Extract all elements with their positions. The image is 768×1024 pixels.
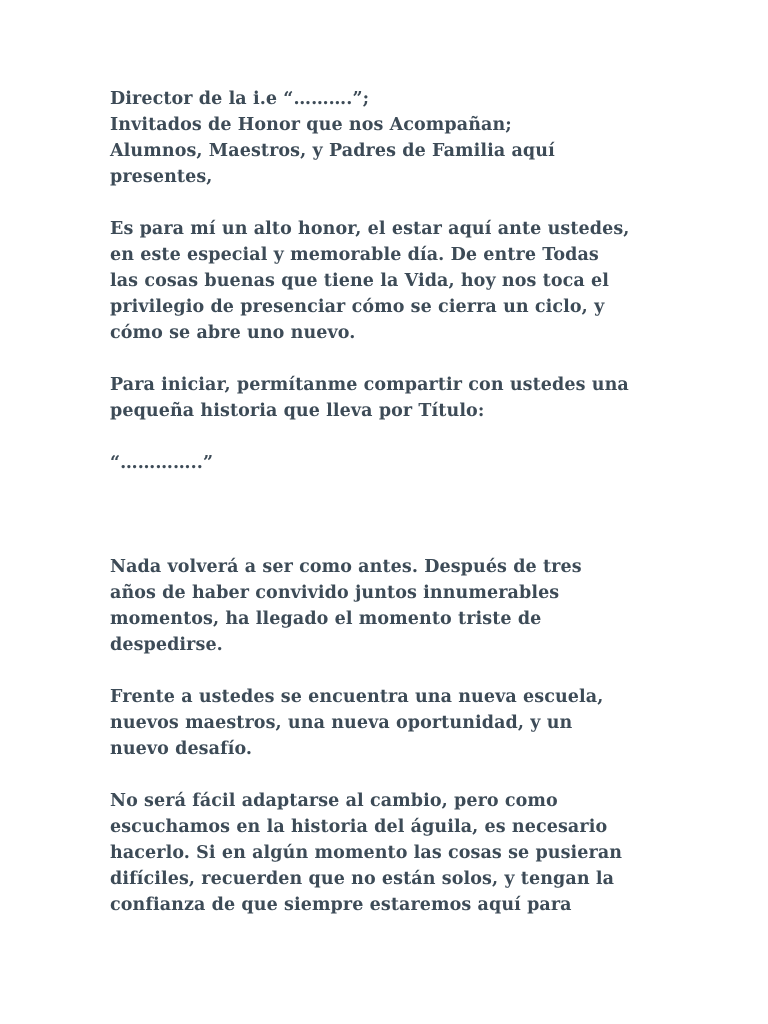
paragraph-line: años de haber convivido juntos innumerables [110, 583, 560, 603]
paragraph-new-school [110, 684, 670, 762]
paragraph-line: escuchamos en la historia del águila, es necesario [110, 817, 608, 837]
story-title-block [110, 450, 670, 476]
paragraph-line: las cosas buenas que tiene la Vida, hoy nos toca el [110, 271, 609, 291]
paragraph-line: confianza de que siempre estaremos aquí para [110, 895, 572, 915]
salutation-line: Invitados de Honor que nos Acompañan; [110, 115, 512, 135]
salutation-line: presentes, [110, 167, 213, 187]
paragraph-story-intro [110, 372, 670, 424]
paragraph-line: despedirse. [110, 635, 223, 655]
paragraph-line: Frente a ustedes se encuentra una nueva escuela, [110, 687, 604, 707]
paragraph-line: nuevo desafío. [110, 739, 253, 759]
paragraph-line: Nada volverá a ser como antes. Después de tres [110, 557, 582, 577]
paragraph-line: cómo se abre uno nuevo. [110, 323, 356, 343]
salutation-line: Alumnos, Maestros, y Padres de Familia aquí [110, 141, 555, 161]
paragraph-line: hacerlo. Si en algún momento las cosas se pusieran [110, 843, 623, 863]
paragraph-line: pequeña historia que lleva por Título: [110, 401, 485, 421]
paragraph-line: Para iniciar, permítanme compartir con ustedes una [110, 375, 629, 395]
document-page [110, 86, 670, 944]
salutation-line: Director de la i.e “……….”; [110, 89, 370, 109]
paragraph-line: en este especial y memorable día. De entre Todas [110, 245, 599, 265]
paragraph-line: privilegio de presenciar cómo se cierra un ciclo, y [110, 297, 605, 317]
paragraph-line: difíciles, recuerden que no están solos, y tengan la [110, 869, 615, 889]
paragraph-line: nuevos maestros, una nueva oportunidad, y un [110, 713, 573, 733]
paragraph-encouragement [110, 788, 670, 918]
paragraph-line: momentos, ha llegado el momento triste de [110, 609, 542, 629]
paragraph-farewell [110, 554, 670, 658]
salutation-block [110, 86, 670, 190]
paragraph-line: No será fácil adaptarse al cambio, pero como [110, 791, 558, 811]
paragraph-intro [110, 216, 670, 346]
blank-space [110, 502, 670, 554]
paragraph-line: Es para mí un alto honor, el estar aquí ante ustedes, [110, 219, 630, 239]
story-title: “…………..” [110, 453, 214, 473]
